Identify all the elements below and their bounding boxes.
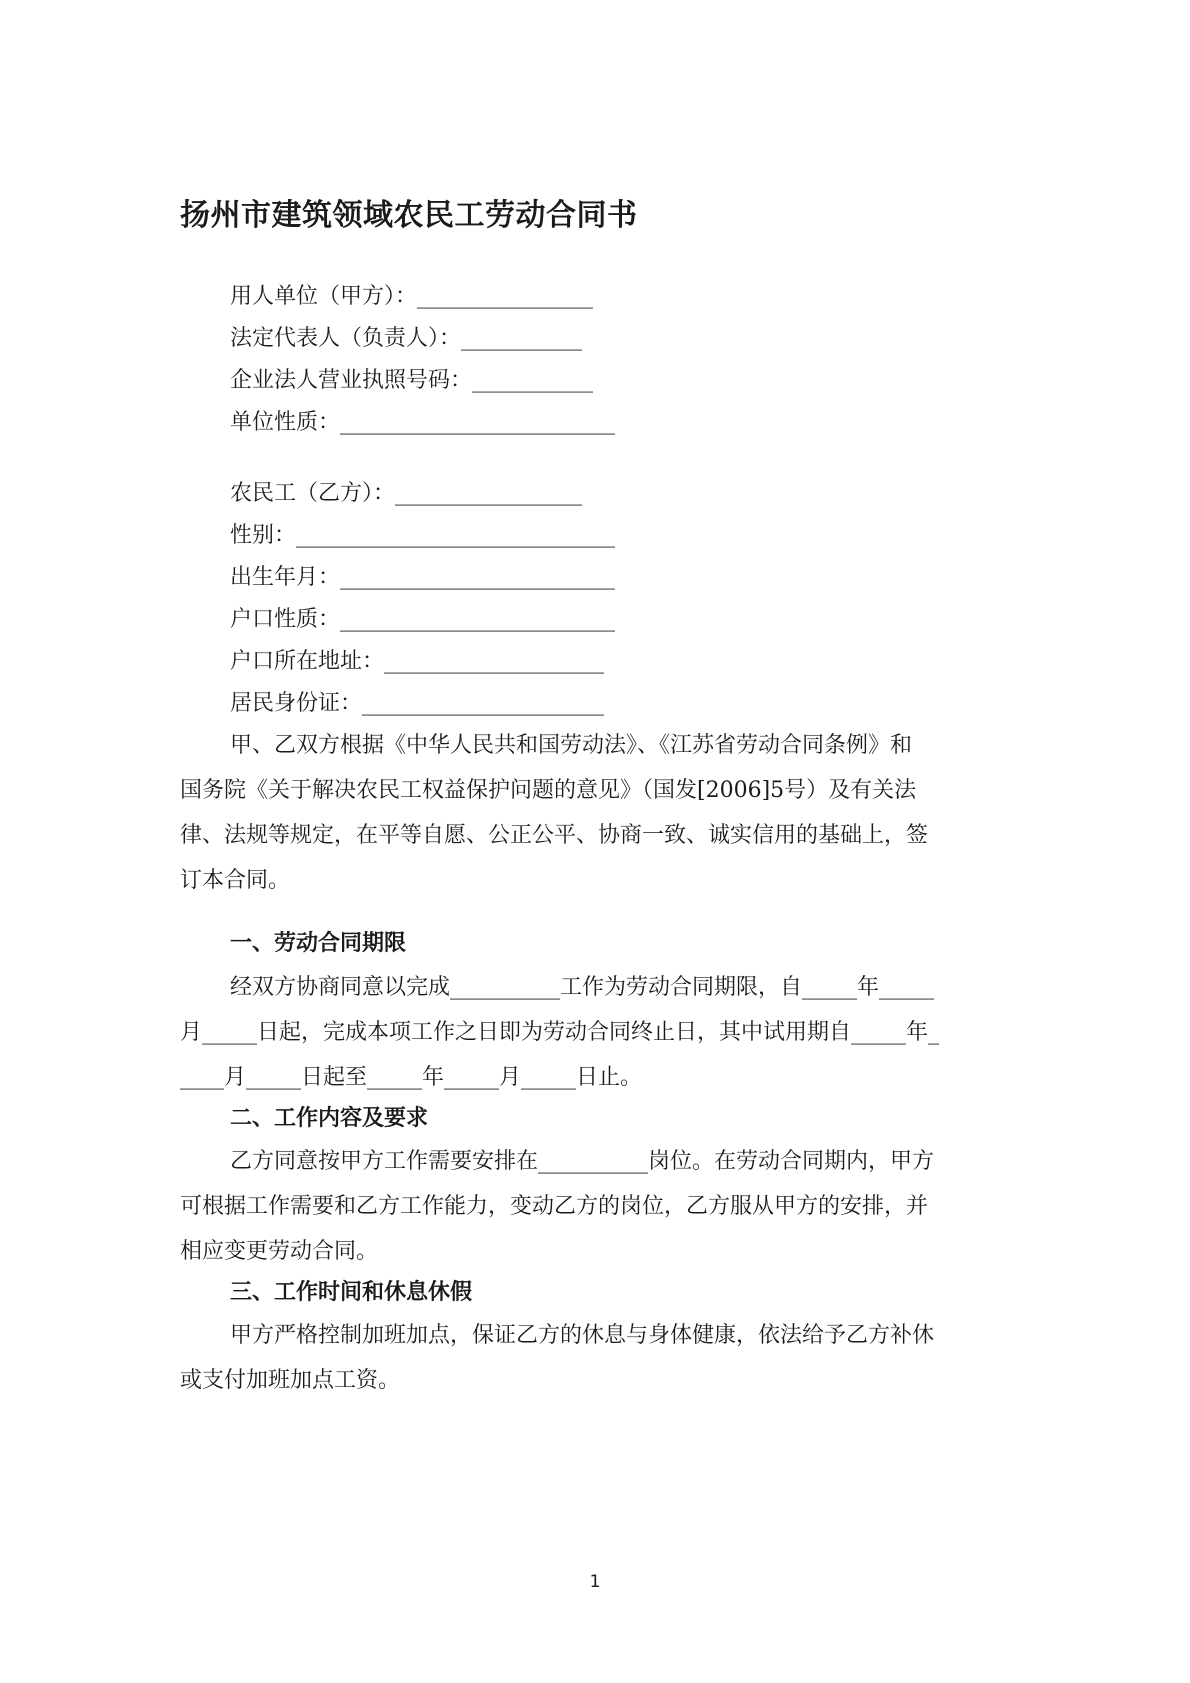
section-heading-duties: 二、工作内容及要求 — [230, 1106, 429, 1131]
preamble-line: 律、法规等规定，在平等自愿、公正公平、协商一致、诚实信用的基础上，签 — [180, 823, 929, 848]
section-line: 或支付加班加点工资。 — [180, 1368, 401, 1393]
section-line: 经双方协商同意以完成__________工作为劳动合同期限，自_____年_____ — [230, 975, 935, 1000]
section-line: 乙方同意按甲方工作需要安排在__________岗位。在劳动合同期内，甲方 — [230, 1149, 935, 1174]
section-line: ____月_____日起至_____年_____月_____日止。 — [180, 1065, 643, 1090]
household-address-field: 户口所在地址：____________________ — [230, 649, 605, 674]
household-type-field: 户口性质：_________________________ — [230, 607, 616, 632]
legal-representative-field: 法定代表人（负责人）：___________ — [230, 326, 583, 351]
page-number: 1 — [589, 1572, 601, 1592]
id-card-field: 居民身份证：______________________ — [230, 691, 605, 716]
employer-unit-field: 用人单位（甲方）：________________ — [230, 284, 594, 309]
section-line: 相应变更劳动合同。 — [180, 1239, 379, 1264]
preamble-line: 订本合同。 — [180, 868, 291, 893]
section-line: 月_____日起，完成本项工作之日即为劳动合同终止日，其中试用期自_____年_ — [180, 1020, 940, 1045]
worker-name-field: 农民工（乙方）：_________________ — [230, 481, 583, 506]
unit-nature-field: 单位性质：_________________________ — [230, 410, 616, 435]
gender-field: 性别：_____________________________ — [230, 523, 616, 548]
business-license-field: 企业法人营业执照号码：___________ — [230, 368, 594, 393]
section-heading-term: 一、劳动合同期限 — [230, 931, 407, 956]
preamble-line: 甲、乙双方根据《中华人民共和国劳动法》、《江苏省劳动合同条例》和 — [230, 733, 913, 758]
section-heading-hours: 三、工作时间和休息休假 — [230, 1280, 473, 1305]
section-line: 甲方严格控制加班加点，保证乙方的休息与身体健康，依法给予乙方补休 — [230, 1323, 935, 1348]
section-line: 可根据工作需要和乙方工作能力，变动乙方的岗位，乙方服从甲方的安排，并 — [180, 1194, 929, 1219]
birth-date-field: 出生年月：_________________________ — [230, 565, 616, 590]
preamble-line: 国务院《关于解决农民工权益保护问题的意见》（国发[2006]5号）及有关法 — [180, 778, 917, 803]
document-title: 扬州市建筑领域农民工劳动合同书 — [180, 198, 638, 233]
